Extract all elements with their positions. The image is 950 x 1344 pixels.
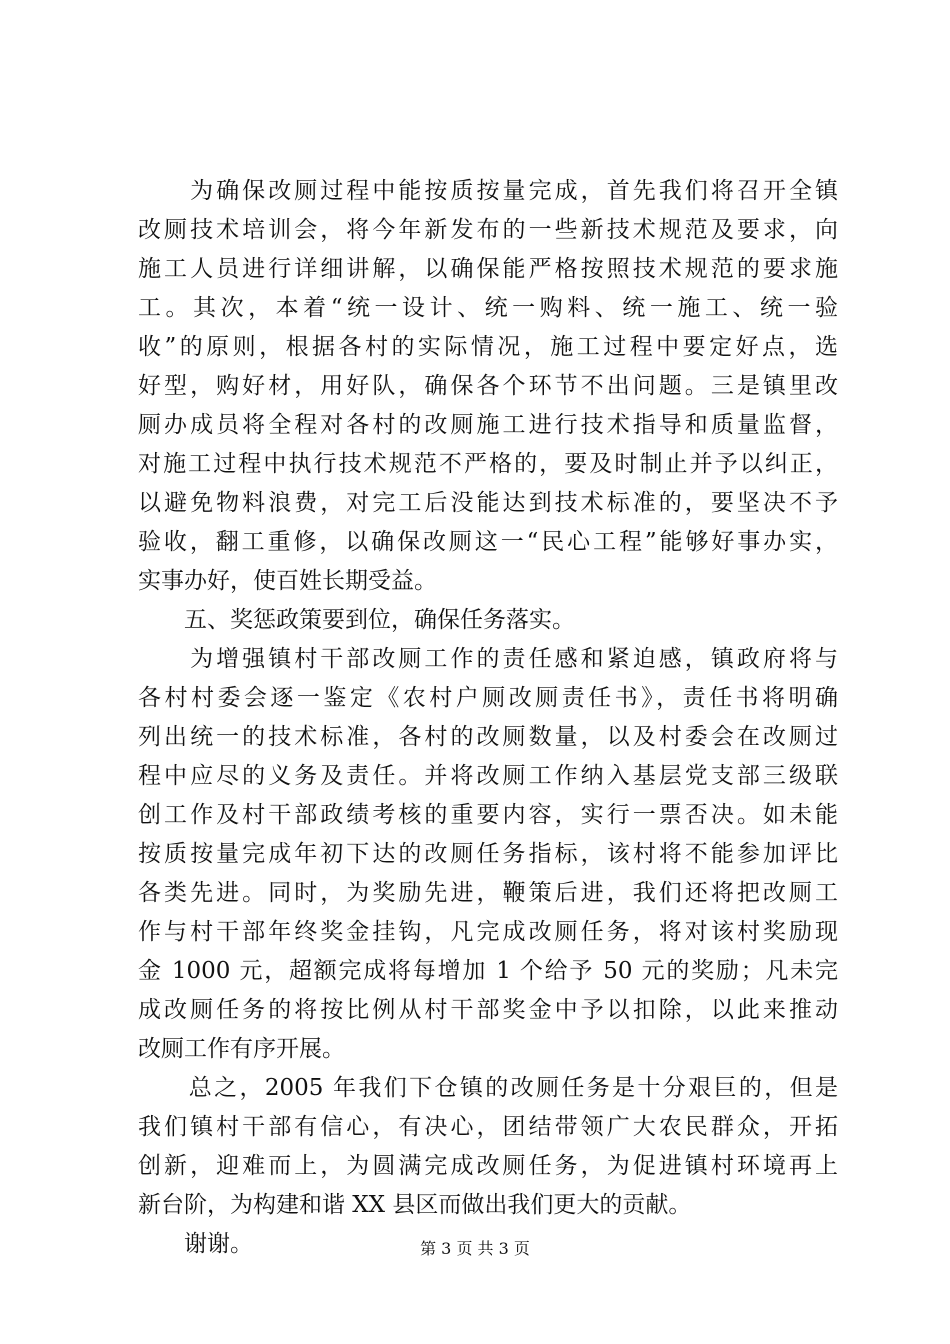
text-line: 总之，2005 年我们下仓镇的改厕任务是十分艰巨的，但是 [138,1075,838,1101]
text-line: 各村村委会逐一鉴定《农村户厕改厕责任书》，责任书将明确 [138,685,838,711]
text-line: 实事办好，使百姓长期受益。 [138,568,437,594]
text-line: 作与村干部年终奖金挂钩，凡完成改厕任务，将对该村奖励现 [138,919,838,945]
text-line: 收”的原则，根据各村的实际情况，施工过程中要定好点，选 [138,334,838,360]
text-line: 我们镇村干部有信心，有决心，团结带领广大农民群众，开拓 [138,1114,838,1140]
text-line: 施工人员进行详细讲解，以确保能严格按照技术规范的要求施 [138,256,838,282]
text-line: 五、奖惩政策要到位，确保任务落实。 [138,607,575,633]
text-line: 对施工过程中执行技术规范不严格的，要及时制止并予以纠正， [138,451,838,477]
text-line: 好型，购好材，用好队，确保各个环节不出问题。三是镇里改 [138,373,838,399]
page-footer: 第 3 页 共 3 页 [420,1239,530,1258]
text-line: 厕办成员将全程对各村的改厕施工进行技术指导和质量监督， [138,412,838,438]
text-line: 验收，翻工重修，以确保改厕这一“民心工程”能够好事办实， [138,529,838,555]
text-line: 改厕工作有序开展。 [138,1036,345,1062]
text-line: 成改厕任务的将按比例从村干部奖金中予以扣除，以此来推动 [138,997,838,1023]
text-line: 程中应尽的义务及责任。并将改厕工作纳入基层党支部三级联 [138,763,838,789]
text-line: 各类先进。同时，为奖励先进，鞭策后进，我们还将把改厕工 [138,880,838,906]
text-line: 按质按量完成年初下达的改厕任务指标，该村将不能参加评比 [138,841,838,867]
text-line: 列出统一的技术标准，各村的改厕数量，以及村委会在改厕过 [138,724,838,750]
text-line: 谢谢。 [138,1231,253,1257]
text-line: 以避免物料浪费，对完工后没能达到技术标准的，要坚决不予 [138,490,838,516]
text-line: 新台阶，为构建和谐 XX 县区而做出我们更大的贡献。 [138,1192,692,1218]
text-line: 为增强镇村干部改厕工作的责任感和紧迫感，镇政府将与 [138,646,838,672]
text-line: 创新，迎难而上，为圆满完成改厕任务，为促进镇村环境再上 [138,1153,838,1179]
text-line: 改厕技术培训会，将今年新发布的一些新技术规范及要求，向 [138,217,838,243]
text-line: 创工作及村干部政绩考核的重要内容，实行一票否决。如未能 [138,802,838,828]
text-line: 工。其次，本着“统一设计、统一购料、统一施工、统一验 [138,295,838,321]
text-line: 为确保改厕过程中能按质按量完成，首先我们将召开全镇 [138,178,838,204]
document-body [138,172,838,1264]
text-line: 金 1000 元，超额完成将每增加 1 个给予 50 元的奖励；凡未完 [138,958,838,984]
